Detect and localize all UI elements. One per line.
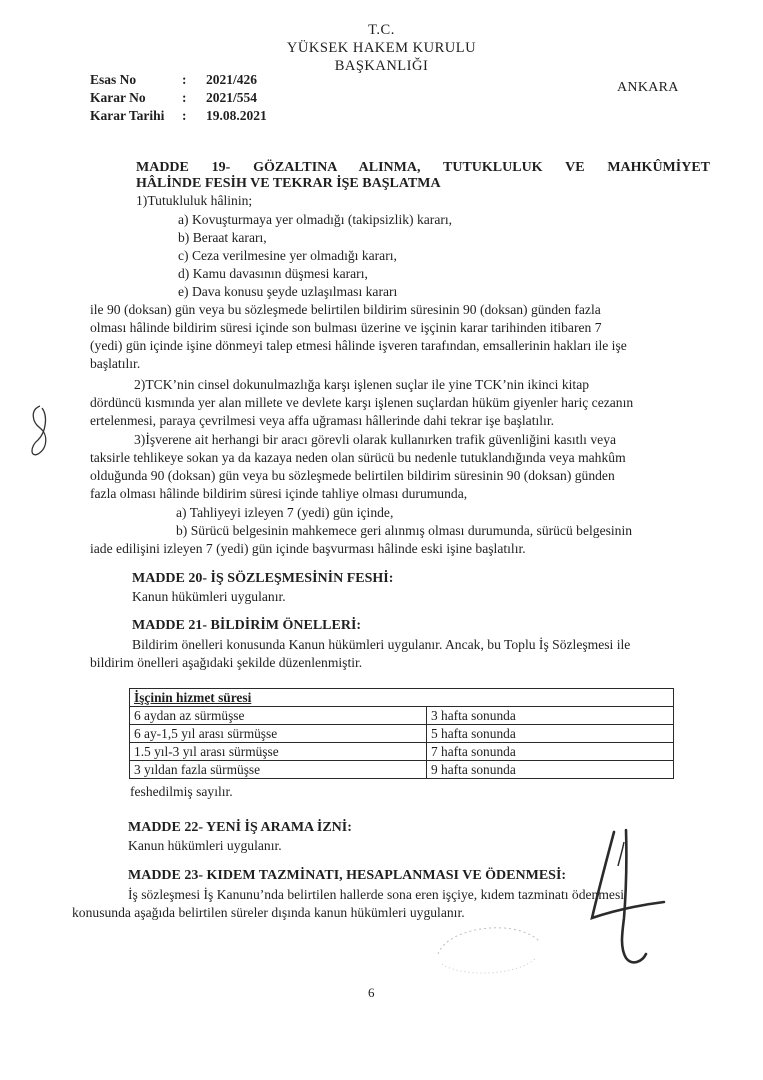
table-header-cell: İşçinin hizmet süresi <box>130 689 674 707</box>
m23-text-line1: İş sözleşmesi İş Kanunu’nda belirtilen hallerde sona eren işçiye, kıdem tazminatı ödenmesi <box>128 887 625 902</box>
m19-p2-line2: dördüncü kısmında yer alan millete ve devlete karşı işlenen suçlardan hüküm giyenler hariç cezanın <box>90 395 634 410</box>
m22-text: Kanun hükümleri uygulanır. <box>128 838 282 853</box>
period-cell: 3 yıldan fazla sürmüşse <box>130 761 427 779</box>
m19-item-b: b) Beraat kararı, <box>178 230 267 245</box>
m19-p1-intro: 1)Tutukluluk hâlinin; <box>136 193 253 208</box>
m19-item-a: a) Kovuşturmaya yer olmadığı (takipsizlik) kararı, <box>178 212 453 227</box>
karar-value: 2021/554 <box>206 90 258 105</box>
page-number: 6 <box>368 985 375 1000</box>
m19-p3-line2: taksirle tehlikeye sokan ya da kazaya neden olan sürücü bu nedenle tutuklandığında veya mahkûm <box>90 450 626 465</box>
m19-p2-line1: 2)TCK’nin cinsel dokunulmazlığa karşı işlenen suçlar ile yine TCK’nin ikinci kitap <box>134 377 590 392</box>
esas-value: 2021/426 <box>206 72 258 87</box>
m20-text: Kanun hükümleri uygulanır. <box>132 589 286 604</box>
m23-title: MADDE 23- KIDEM TAZMİNATI, HESAPLANMASI VE ÖDENMESİ: <box>128 868 567 883</box>
table-row <box>130 707 674 725</box>
signature-icon <box>580 822 680 972</box>
header-dept: BAŞKANLIĞI <box>334 58 429 74</box>
header-org: YÜKSEK HAKEM KURULU <box>286 40 477 56</box>
notice-cell: 9 hafta sonunda <box>427 761 674 779</box>
table-row <box>130 743 674 761</box>
table-row <box>130 761 674 779</box>
notice-cell: 5 hafta sonunda <box>427 725 674 743</box>
m21-text-line2: bildirim önelleri aşağıdaki şekilde düzenlenmiştir. <box>90 655 363 670</box>
esas-colon: : <box>182 72 187 87</box>
period-cell: 6 ay-1,5 yıl arası sürmüşse <box>130 725 427 743</box>
notice-cell: 3 hafta sonunda <box>427 707 674 725</box>
m20-title: MADDE 20- İŞ SÖZLEŞMESİNİN FESHİ: <box>132 571 394 586</box>
esas-label: Esas No <box>90 72 137 87</box>
period-cell: 1.5 yıl-3 yıl arası sürmüşse <box>130 743 427 761</box>
m19-title-line2: HÂLİNDE FESİH VE TEKRAR İŞE BAŞLATMA <box>136 176 441 191</box>
paraph-mark-icon <box>26 402 54 460</box>
karar-colon: : <box>182 90 187 105</box>
tarih-label: Karar Tarihi <box>90 108 165 123</box>
tarih-value: 19.08.2021 <box>206 108 267 123</box>
period-cell: 6 aydan az sürmüşse <box>130 707 427 725</box>
m19-p3-line1: 3)İşverene ait herhangi bir aracı görevli olarak kullanırken trafik güvenliğini kasıtlı veya <box>134 432 617 447</box>
header-city: ANKARA <box>617 80 679 95</box>
m19-item-d: d) Kamu davasının düşmesi kararı, <box>178 266 368 281</box>
m21-after-table: feshedilmiş sayılır. <box>130 784 233 799</box>
m21-title: MADDE 21- BİLDİRİM ÖNELLERİ: <box>132 618 362 633</box>
m22-title: MADDE 22- YENİ İŞ ARAMA İZNİ: <box>128 820 352 835</box>
m19-item-e: e) Dava konusu şeyde uzlaşılması kararı <box>178 284 398 299</box>
m19-p3-line3: olduğunda 90 (doksan) gün veya bu sözleşmede belirtilen bildirim süresinin 90 (doksan) günden <box>90 468 615 483</box>
m23-text-line2: konusunda aşağıda belirtilen süreler dışında kanun hükümleri uygulanır. <box>72 905 465 920</box>
stamp-mark-icon <box>428 914 548 984</box>
m21-text-line1: Bildirim önelleri konusunda Kanun hükümleri uygulanır. Ancak, bu Toplu İş Sözleşmesi ile <box>132 637 631 652</box>
m19-p1-line2: olması hâlinde bildirim süresi içinde son bulması üzerine ve işçinin karar tarihinden itibaren 7 <box>90 320 602 335</box>
m19-item-c: c) Ceza verilmesine yer olmadığı kararı, <box>178 248 397 263</box>
m19-p1-line1: ile 90 (doksan) gün veya bu sözleşmede belirtilen bildirim süresinin 90 (doksan) günden fazla <box>90 302 601 317</box>
tarih-colon: : <box>182 108 187 123</box>
header-tc: T.C. <box>368 22 395 38</box>
notice-period-table <box>129 688 674 779</box>
m19-p2-line3: ertelenmesi, paraya çevrilmesi veya affa uğraması hâllerinde dahi tekrar işe başlatılır. <box>90 413 554 428</box>
m19-p3-line4: fazla olması hâlinde bildirim süresi içinde tahliye olması durumunda, <box>90 486 468 501</box>
m19-title-line1: MADDE 19- GÖZALTINA ALINMA, TUTUKLULUK VE MAHKÛMİYET <box>136 160 710 175</box>
m19-p3-b-line1: b) Sürücü belgesinin mahkemece geri alınmış olması durumunda, sürücü belgesinin <box>176 523 633 538</box>
m19-p1-line3: (yedi) gün içinde işine dönmeyi talep etmesi hâlinde işveren tarafından, emsallerinin hakları ile işe <box>90 338 627 353</box>
m19-p3-b-line2: iade edilişini izleyen 7 (yedi) gün içinde başvurması hâlinde eski işine başlatılır. <box>90 541 526 556</box>
m19-p1-line4: başlatılır. <box>90 356 141 371</box>
table-row <box>130 725 674 743</box>
karar-label: Karar No <box>90 90 146 105</box>
table-header-row <box>130 689 674 707</box>
m19-p3-a: a) Tahliyeyi izleyen 7 (yedi) gün içinde, <box>176 505 394 520</box>
notice-cell: 7 hafta sonunda <box>427 743 674 761</box>
